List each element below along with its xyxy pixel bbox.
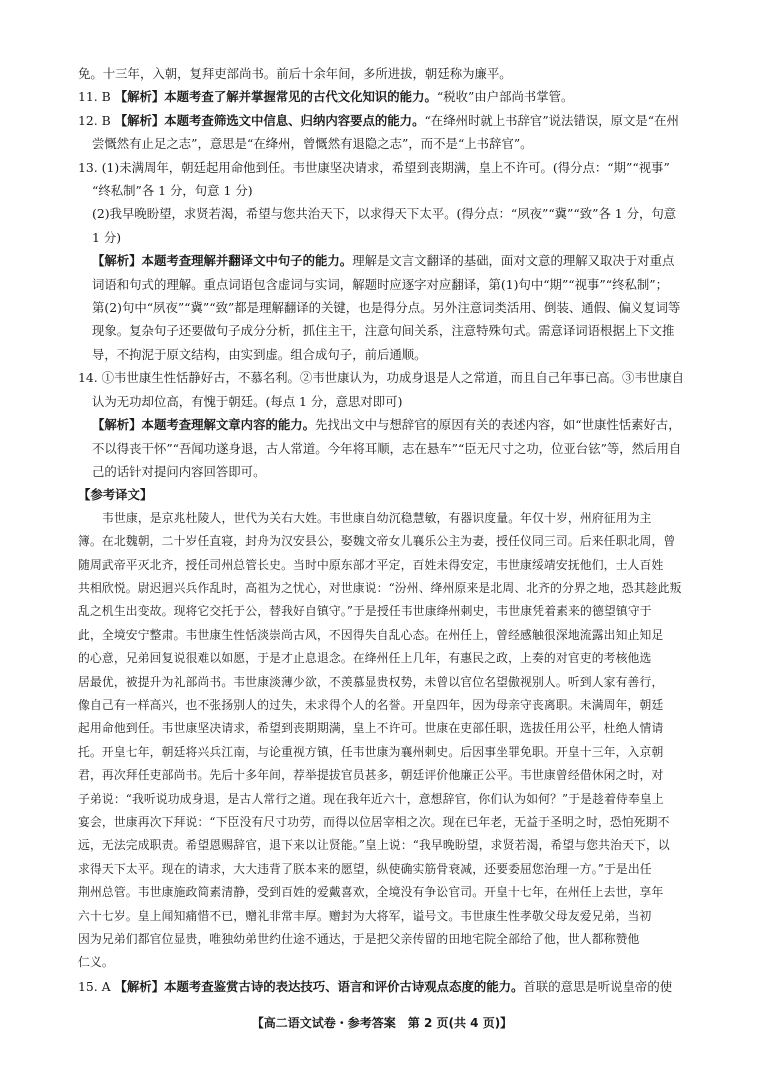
text-line: 【参考译文】 bbox=[78, 487, 153, 503]
text-line: 此，全境安宁整肃。韦世康生性恬淡崇尚古风，不因得失自乱心态。在州任上，曾经感触很深地流露出知止知足 bbox=[78, 627, 664, 642]
text-line: (2)我早晚盼望，求贤若渴，希望与您共治天下，以求得天下太平。(得分点：“夙夜”“冀”“致”各 1 分，句意 bbox=[92, 206, 677, 222]
text-line: 的心意，兄弟回复说很难以如愿，于是才止息退念。在绛州任上几年，有惠民之政，上奏的对官吏的考核他选 bbox=[78, 651, 652, 666]
text-line: 12. B 【解析】本题考查筛选文中信息、归纳内容要点的能力。“在绛州时就上书辞官”说法错误，原文是“在州 bbox=[78, 112, 679, 128]
text-line: 【解析】本题考查理解文章内容的能力。先找出文中与想辞官的原因有关的表述内容，如“世康性恬素好古， bbox=[92, 417, 681, 433]
text-line: 居最优，被提升为礼部尚书。韦世康淡薄少欲，不羡慕显贵权势，未曾以官位名望傲视别人。听到人家有善行， bbox=[78, 674, 664, 689]
analysis-label: 【解析】本题考查理解文章内容的能力。 bbox=[92, 417, 316, 433]
text-line: 像自己有一样高兴，也不张扬别人的过失，未求得个人的名誉。开皇四年，因为母亲守丧离职。未满周年，朝廷 bbox=[78, 697, 664, 712]
text-line: 韦世康，是京兆杜陵人，世代为关右大姓。韦世康自幼沉稳慧敏，有器识度量。年仅十岁，州府征用为主 bbox=[102, 510, 652, 525]
text-line: 托。开皇七年，朝廷将兴兵江南，与论重视方镇，任韦世康为襄州刺史。后因事坐罪免职。开皇十三年，入京朝 bbox=[78, 744, 664, 759]
text-line: 六十七岁。皇上闻知痛惜不已，赠礼非常丰厚。赠封为大将军，谥号文。韦世康生性孝敬父母友爱兄弟，当初 bbox=[78, 908, 652, 923]
text-line: 求得天下太平。现在的请求，大大违背了朕本来的愿望，纵使确实筋骨衰减，还要委屈您治理一方。”于是出任 bbox=[78, 861, 652, 876]
text-line: 13. (1)未满周年，朝廷起用命他到任。韦世康坚决请求，希望到丧期满，皇上不许可。(得分点：“期”“视事” bbox=[78, 159, 670, 175]
text-line: 【解析】本题考查理解并翻译文中句子的能力。理解是文言文翻译的基础，面对文意的理解又取决于对重点 bbox=[92, 253, 675, 269]
text-line: 不以得丧干怀”“吾闻功遂身退，古人常道。今年将耳顺，志在悬车”“臣无尺寸之功，位亚台铉”等，然后用自 bbox=[92, 440, 682, 456]
text-line: 导，不拘泥于原文结构，由实到虚。组合成句子，前后通顺。 bbox=[92, 346, 427, 362]
text-line: 14. ①韦世康生性恬静好古，不慕名利。②韦世康认为，功成身退是人之常道，而且自己年事已高。③韦世康自 bbox=[78, 370, 685, 386]
analysis-label: 【解析】本题考查理解并翻译文中句子的能力。 bbox=[92, 253, 353, 269]
text-line: 子弟说：“我听说功成身退，是古人常行之道。现在我年近六十，意想辞官，你们认为如何？”于是趁着侍奉皇上 bbox=[78, 791, 664, 806]
text-line: 宴会，世康再次下拜说：“下臣没有尺寸功劳，而得以位居宰相之次。现在已年老，无益于圣明之时，恐怕死期不 bbox=[78, 815, 670, 829]
text-line: 己的话针对提问内容回答即可。 bbox=[92, 463, 266, 479]
analysis-label: 【解析】本题考查鉴赏古诗的表达技巧、语言和评价古诗观点态度的能力。 bbox=[114, 978, 524, 994]
text-line: 认为无功却位高，有愧于朝廷。(每点 1 分，意思对即可) bbox=[92, 393, 403, 409]
text-line: 尝慨然有止足之志”，意思是“在绛州，曾慨然有退隐之志”，而不是“上书辞官”。 bbox=[92, 136, 533, 152]
text-line: “终私制”各 1 分，句意 1 分) bbox=[92, 183, 253, 199]
analysis-label: 【解析】本题考查了解并掌握常见的古代文化知识的能力。 bbox=[114, 89, 437, 105]
text-line: 11. B 【解析】本题考查了解并掌握常见的古代文化知识的能力。“税收”由户部尚书掌管。 bbox=[78, 89, 574, 105]
answer-key-body bbox=[78, 62, 690, 998]
text-line: 远，无法完成职责。希望恩赐辞官，退下来以让贤能。”皇上说：“我早晚盼望，求贤若渴，希望与您共治天下，以 bbox=[78, 838, 670, 853]
text-line: 第(2)句中“夙夜”“冀”“致”都是理解翻译的关键，也是得分点。另外注意词类活用、倒装、通假、偏义复词等 bbox=[92, 300, 681, 316]
text-line: 词语和句式的理解。重点词语包含虚词与实词，解题时应逐字对应翻译，第(1)句中“期”“视事”“终私制”； bbox=[92, 276, 668, 292]
text-line: 共相欣悦。尉迟迥兴兵作乱时，高祖为之忧心，对世康说：“汾州、绛州原来是北周、北齐的分界之地，恐其趁此叛 bbox=[78, 580, 682, 595]
text-line: 因为兄弟们都官位显贵，唯独幼弟世约仕途不通达，于是把父亲传留的田地宅院全部给了他，世人都称赞他 bbox=[78, 932, 640, 947]
text-line: 荆州总管。韦世康施政简素清静，受到百姓的爱戴喜欢，全境没有争讼官司。开皇十七年，在州任上去世，享年 bbox=[78, 885, 664, 900]
text-line: 15. A 【解析】本题考查鉴赏古诗的表达技巧、语言和评价古诗观点态度的能力。首联的意思是听说皇帝的使 bbox=[78, 978, 673, 994]
text-line: 免。十三年，入朝，复拜吏部尚书。前后十余年间，多所进拔，朝廷称为廉平。 bbox=[78, 66, 512, 81]
text-line: 现象。复杂句子还要做句子成分分析，抓住主干，注意句间关系，注意特殊句式。需意译词语根据上下文推 bbox=[92, 323, 675, 339]
text-line: 君，再次拜任吏部尚书。先后十多年间，荐举提拔官员甚多，朝廷评价他廉正公平。韦世康曾经借休闲之时，对 bbox=[78, 768, 664, 783]
text-line: 起用命他到任。韦世康坚决请求，希望到丧期期满，皇上不许可。世康在吏部任职，选拔任用公平，杜绝人情请 bbox=[78, 721, 664, 736]
page-footer: 【高二语文试卷・参考答案 第 2 页(共 4 页)】 bbox=[251, 1016, 513, 1030]
text-line: 簿。在北魏朝，二十岁任直寝，封舟为汉安县公，娶魏文帝女儿襄乐公主为妻，授任仪同三司。后来任职北周，曾 bbox=[78, 534, 676, 549]
text-line: 1 分) bbox=[92, 229, 122, 245]
text-line: 仁义。 bbox=[78, 955, 114, 970]
text-line: 随周武帝平灭北齐，授任司州总管长史。当时中原东部才平定，百姓未得安定，韦世康绥靖安抚他们，士人百姓 bbox=[78, 557, 664, 572]
text-line: 乱之机生出变故。现将它交托于公，替我好自镇守。”于是授任韦世康绛州刺史，韦世康凭着素来的德望镇守于 bbox=[78, 604, 652, 619]
analysis-label: 【解析】本题考查筛选文中信息、归纳内容要点的能力。 bbox=[114, 112, 425, 128]
